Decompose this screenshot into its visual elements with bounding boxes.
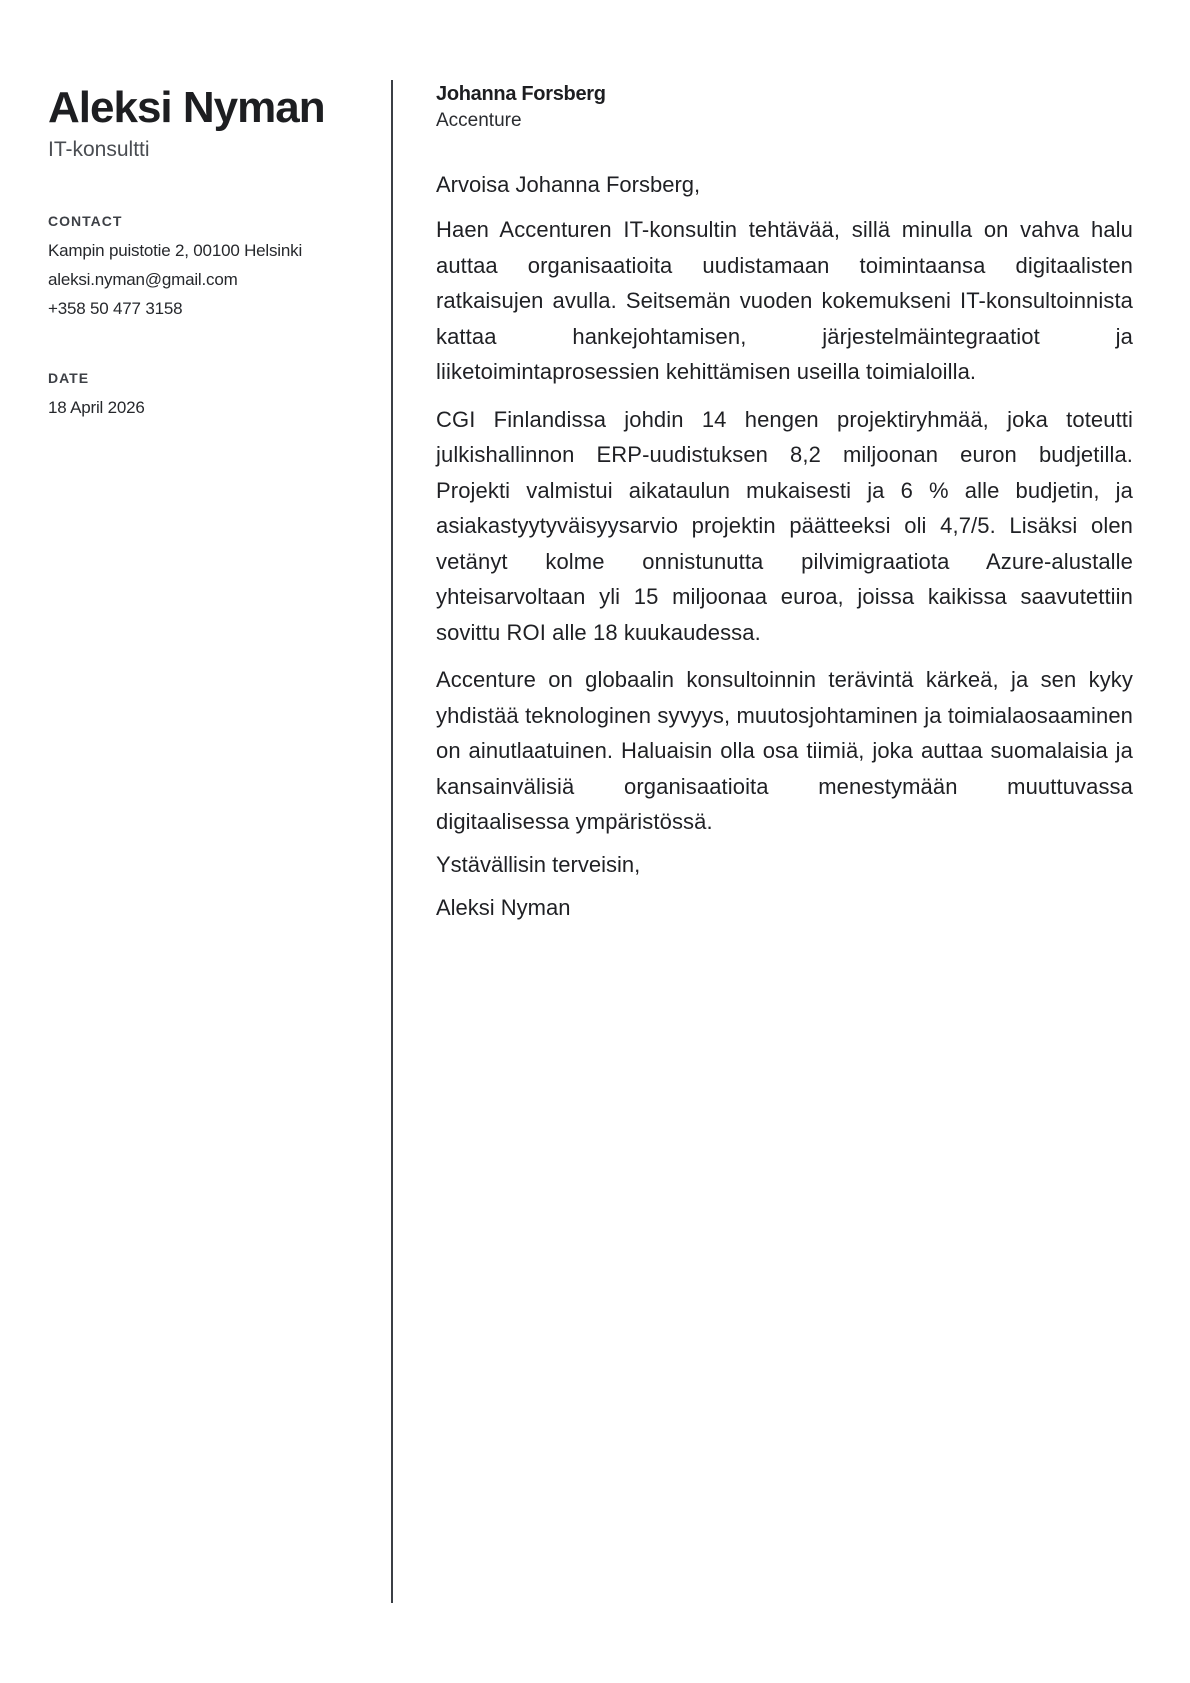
- date-section: [48, 369, 378, 422]
- recipient-name: Johanna Forsberg: [436, 83, 606, 105]
- contact-address: Kampin puistotie 2, 00100 Helsinki: [48, 241, 303, 260]
- signature: Aleksi Nyman: [436, 894, 571, 920]
- sender-job-title: IT-konsultti: [48, 138, 150, 161]
- salutation: Arvoisa Johanna Forsberg,: [436, 172, 701, 197]
- contact-heading: CONTACT: [48, 213, 123, 229]
- sidebar: [48, 80, 378, 422]
- vertical-divider: [391, 80, 393, 1603]
- paragraph-intro: Haen Accenturen IT-konsultin tehtävää, sillä minulla on vahva halu auttaa organisaatioita uudistamaan toimintaansa digitaalisten ratkaisujen avulla. Seitsemän vuoden kokemukseni IT-konsultoinnista kattaa hankejohtamisen, järjestelmäintegraatiot ja liiketoimintaprosessien kehittämisen useilla toimialoilla.: [436, 217, 1133, 384]
- contact-section: [48, 212, 378, 323]
- contact-phone: +358 50 477 3158: [48, 299, 183, 318]
- date-heading: DATE: [48, 370, 90, 386]
- paragraph-motivation: Accenture on globaalin konsultoinnin terävintä kärkeä, ja sen kyky yhdistää teknologinen syvyys, muutosjohtaminen ja toimialaosaaminen on ainutlaatuinen. Haluaisin olla osa tiimiä, joka auttaa suomalaisia ja kansainvälisiä organisaatioita menestymään muuttuvassa digitaalisessa ympäristössä.: [436, 667, 1133, 834]
- recipient-company: Accenture: [436, 110, 522, 131]
- letter-body: [436, 80, 1133, 923]
- closing: Ystävällisin terveisin,: [436, 851, 641, 877]
- paragraph-experience: CGI Finlandissa johdin 14 hengen projektiryhmää, joka toteutti julkishallinnon ERP-uudistuksen 8,2 miljoonan euron budjetilla. Projekti valmistui aikataulun mukaisesti ja 6 % alle budjetin, ja asiakastyytyväisyysarvio projektin päätteeksi oli 4,7/5. Lisäksi olen vetänyt kolme onnistunutta pilvimigraatiota Azure-alustalle yhteisarvoltaan yli 15 miljoonaa euroa, joissa kaikissa saavutettiin sovittu ROI alle 18 kuukaudessa.: [436, 406, 1133, 645]
- contact-email: aleksi.nyman@gmail.com: [48, 270, 238, 289]
- sender-name: Aleksi Nyman: [48, 83, 325, 132]
- letter-date: 18 April 2026: [48, 398, 145, 417]
